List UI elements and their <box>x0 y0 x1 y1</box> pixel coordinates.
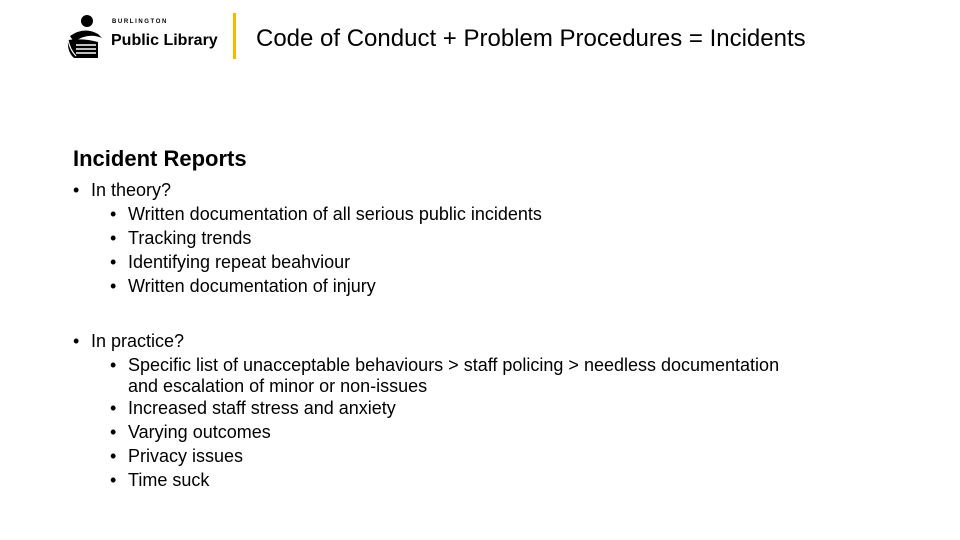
logo-small-text: BURLINGTON <box>112 19 168 25</box>
list-item-practice <box>73 329 868 353</box>
list-item-text: Written documentation of all serious public incidents <box>128 204 542 224</box>
list-item <box>110 468 868 492</box>
list-item <box>110 444 868 468</box>
practice-label: In practice? <box>91 331 185 351</box>
list-item <box>110 353 868 396</box>
practice-list <box>73 329 868 492</box>
bullet: • <box>110 355 117 375</box>
list-item-text: Identifying repeat beahviour <box>128 252 351 272</box>
bullet: • <box>110 252 117 272</box>
list-item <box>110 274 868 298</box>
list-item-text: Privacy issues <box>128 446 244 466</box>
list-item <box>110 250 868 274</box>
bullet: • <box>73 331 80 351</box>
list-item-theory <box>73 178 868 202</box>
list-item <box>110 396 868 420</box>
page-title: Code of Conduct + Problem Procedures = Incidents <box>256 25 806 52</box>
header-divider <box>233 13 236 59</box>
library-logo <box>64 12 224 62</box>
bullet: • <box>110 398 117 418</box>
section-title: Incident Reports <box>73 146 247 171</box>
theory-list <box>73 178 868 298</box>
bullet: • <box>110 422 117 442</box>
bullet: • <box>110 470 117 490</box>
list-item-text-line1: Specific list of unacceptable behaviours > staff policing > needless documentation <box>128 355 780 375</box>
reader-icon <box>64 12 108 62</box>
list-item-text: Varying outcomes <box>128 422 271 442</box>
list-item <box>110 420 868 444</box>
bullet: • <box>110 228 117 248</box>
list-item <box>110 202 868 226</box>
logo-name-text: Public Library <box>111 32 218 49</box>
list-item-text: Increased staff stress and anxiety <box>128 398 396 418</box>
theory-label: In theory? <box>91 180 172 200</box>
bullet: • <box>110 446 117 466</box>
bullet: • <box>110 276 117 296</box>
list-item <box>110 226 868 250</box>
list-item-text: Tracking trends <box>128 228 252 248</box>
bullet: • <box>110 204 117 224</box>
list-item-text: Time suck <box>128 470 210 490</box>
bullet: • <box>73 180 80 200</box>
list-item-text: Written documentation of injury <box>128 276 376 296</box>
list-item-text-line2: and escalation of minor or non-issues <box>128 376 428 396</box>
